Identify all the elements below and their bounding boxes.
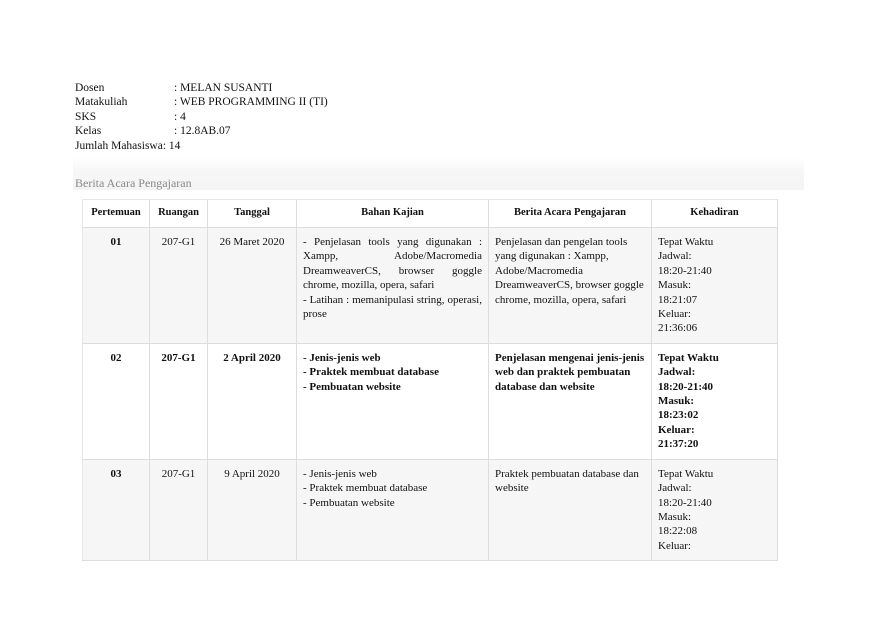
kehadiran-status: Tepat Waktu: [658, 351, 719, 364]
kehadiran-keluar-label: Keluar:: [658, 539, 691, 552]
cell-berita-acara: Praktek pembuatan database dan website: [489, 459, 652, 560]
kehadiran-keluar-label: Keluar:: [658, 308, 691, 321]
cell-pertemuan: 01: [83, 228, 150, 344]
kehadiran-keluar-value: 21:36:06: [658, 322, 698, 335]
cell-pertemuan: 03: [83, 459, 150, 560]
kehadiran-masuk-label: Masuk:: [658, 279, 691, 292]
cell-bahan-kajian: [297, 343, 489, 459]
jumlah-value: : 14: [162, 139, 181, 152]
header-ruangan: Ruangan: [150, 200, 208, 228]
kehadiran-masuk-label: Masuk:: [658, 510, 691, 523]
kelas-label: Kelas: [75, 125, 102, 138]
header-tanggal: Tanggal: [208, 200, 297, 228]
info-row-jumlah: [75, 139, 328, 153]
matakuliah-value: : WEB PROGRAMMING II (TI): [174, 96, 328, 109]
cell-pertemuan: 02: [83, 343, 150, 459]
kehadiran-jadwal-value: 18:20-21:40: [658, 496, 712, 509]
section-title: Berita Acara Pengajaran: [75, 176, 192, 190]
kehadiran-status: Tepat Waktu: [658, 236, 714, 248]
header-berita-acara: Berita Acara Pengajaran: [489, 200, 652, 228]
info-row-dosen: [75, 81, 328, 95]
cell-bahan-kajian: [297, 459, 489, 560]
cell-kehadiran: [652, 459, 778, 560]
kehadiran-masuk-value: 18:22:08: [658, 525, 698, 538]
bahan-line: - Latihan : memanipulasi string, operasi, prose: [303, 293, 482, 321]
attendance-table: [82, 199, 778, 561]
cell-tanggal: 26 Maret 2020: [208, 228, 297, 344]
header-bahan-kajian: Bahan Kajian: [297, 200, 489, 228]
matakuliah-label: Matakuliah: [75, 96, 128, 109]
kehadiran-masuk-label: Masuk:: [658, 395, 695, 408]
cell-berita-acara: Penjelasan mengenai jenis-jenis web dan praktek pembuatan database dan website: [489, 343, 652, 459]
kehadiran-keluar-label: Keluar:: [658, 423, 695, 436]
bahan-line: - Pembuatan website: [303, 496, 395, 509]
kehadiran-keluar-value: 21:37:20: [658, 438, 699, 451]
info-row-matakuliah: [75, 95, 328, 109]
table-row: [83, 459, 778, 560]
table-row: [83, 228, 778, 344]
bahan-line: - Penjelasan tools yang digunakan : Xampp, Adobe/Macromedia DreamweaverCS, browser goggle chrome, mozilla, opera, safari: [303, 236, 482, 292]
cell-tanggal: 2 April 2020: [208, 343, 297, 459]
sks-value: : 4: [174, 110, 186, 123]
header-kehadiran: Kehadiran: [652, 200, 778, 228]
info-row-kelas: [75, 124, 328, 138]
cell-ruangan: 207-G1: [150, 459, 208, 560]
kehadiran-jadwal-label: Jadwal:: [658, 250, 692, 263]
dosen-value: : MELAN SUSANTI: [174, 82, 273, 94]
cell-ruangan: 207-G1: [150, 343, 208, 459]
cell-kehadiran: [652, 343, 778, 459]
kehadiran-masuk-value: 18:23:02: [658, 409, 699, 422]
kehadiran-status: Tepat Waktu: [658, 467, 714, 480]
table-header-row: [83, 200, 778, 228]
bahan-line: - Praktek membuat database: [303, 366, 439, 379]
kehadiran-jadwal-label: Jadwal:: [658, 482, 692, 495]
header-pertemuan: Pertemuan: [83, 200, 150, 228]
bahan-line: - Jenis-jenis web: [303, 467, 377, 480]
kehadiran-jadwal-value: 18:20-21:40: [658, 264, 712, 277]
kehadiran-jadwal-value: 18:20-21:40: [658, 380, 713, 393]
cell-berita-acara: Penjelasan dan pengelan tools yang digunakan : Xampp, Adobe/Macromedia DreamweaverCS, browser goggle chrome, mozilla, opera, safari: [489, 228, 652, 344]
kelas-value: : 12.8AB.07: [174, 125, 231, 138]
info-row-sks: [75, 110, 328, 124]
bahan-line: - Pembuatan website: [303, 380, 401, 393]
kehadiran-masuk-value: 18:21:07: [658, 293, 698, 306]
course-info: [75, 81, 328, 153]
cell-kehadiran: [652, 228, 778, 344]
bahan-line: - Praktek membuat database: [303, 482, 428, 495]
cell-tanggal: 9 April 2020: [208, 459, 297, 560]
jumlah-label: Jumlah Mahasiswa: [75, 139, 163, 152]
sks-label: SKS: [75, 110, 97, 123]
table-row: [83, 343, 778, 459]
kehadiran-jadwal-label: Jadwal:: [658, 366, 696, 379]
dosen-label: Dosen: [75, 82, 105, 94]
cell-bahan-kajian: [297, 228, 489, 344]
cell-ruangan: 207-G1: [150, 228, 208, 344]
bahan-line: - Jenis-jenis web: [303, 351, 381, 364]
